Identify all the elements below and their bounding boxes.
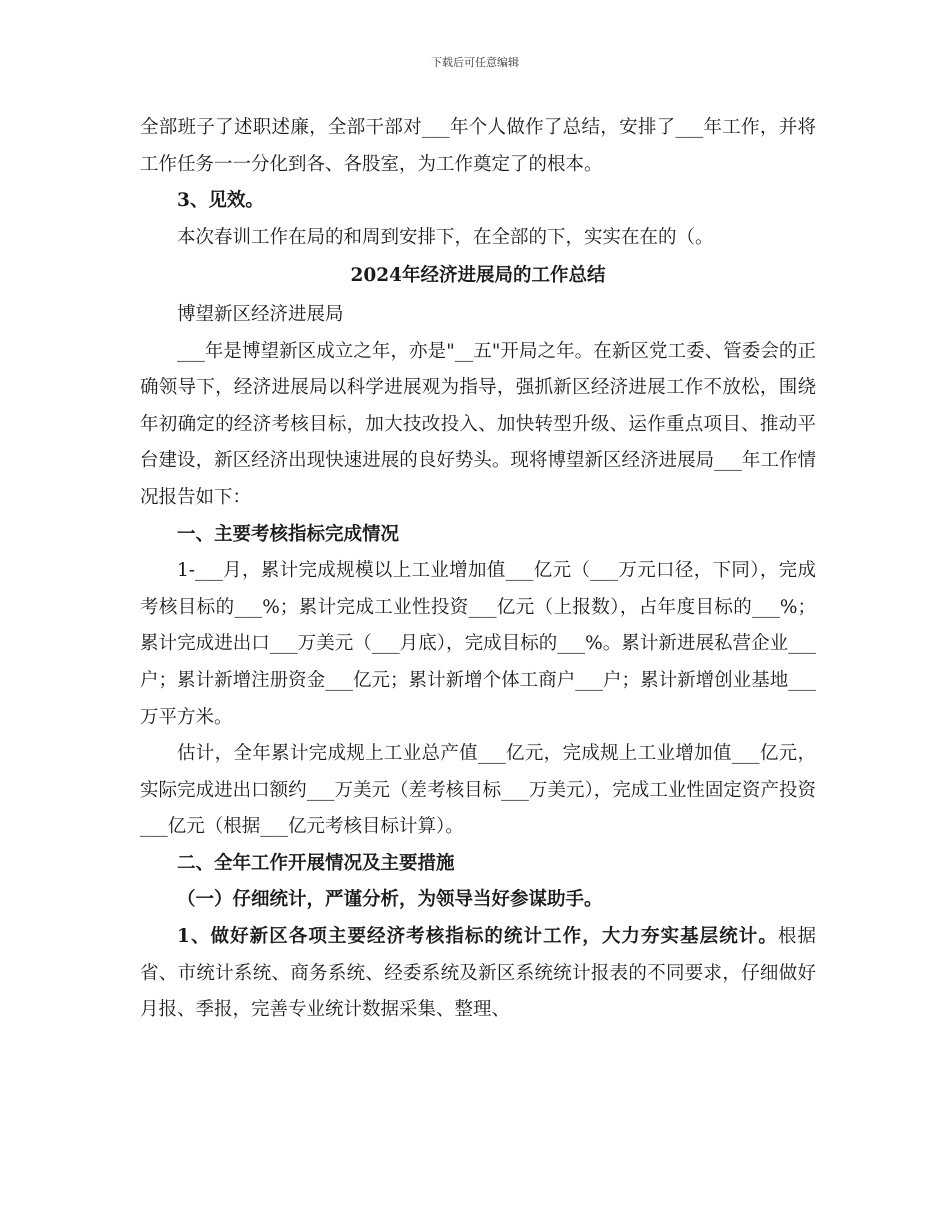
document-title: 2024年经济进展局的工作总结 — [350, 265, 606, 287]
heading-subsection-1: （一）仔细统计，严谨分析，为领导当好参谋助手。 — [177, 889, 603, 911]
paragraph-statistics-lead: 1、做好新区各项主要经济考核指标的统计工作，大力夯实基层统计。 — [177, 926, 778, 948]
paragraph-work-summary: 全部班子了述职述廉，全部干部对___年个人做作了总结，安排了___年工作，并将工作任务一一分化到各、各股室，为工作奠定了的根本。 — [140, 117, 816, 175]
page-header: 下载后可任意编辑 — [431, 56, 519, 69]
paragraph-statistics-body: 根据省、市统计系统、商务系统、经委系统及新区系统统计报表的不同要求，仔细做好月报、季报，完善专业统计数据采集、整理、 — [140, 926, 816, 1021]
heading-section-2: 二、全年工作开展情况及主要措施 — [177, 852, 455, 874]
paragraph-estimate: 估计，全年累计完成规上工业总产值___亿元，完成规上工业增加值___亿元，实际完成进出口额约___万美元（差考核目标___万美元），完成工业性固定资产投资___亿元（根据___亿元考核目标计算）。 — [140, 743, 816, 838]
organization-name: 博望新区经济进展局 — [177, 303, 344, 325]
paragraph-spring-training: 本次春训工作在局的和周到安排下，在全部的下，实实在在的（。 — [177, 226, 714, 248]
paragraph-intro: ___年是博望新区成立之年，亦是"__五"开局之年。在新区党工委、管委会的正确领导下，经济进展局以科学进展观为指导，强抓新区经济进展工作不放松，围绕年初确定的经济考核目标，加大技改投入、加快转型升级、运作重点项目、推动平台建设，新区经济出现快速进展的良好势头。现将博望新区经济进展局___年工作情况报告如下： — [140, 340, 816, 508]
heading-section-1: 一、主要考核指标完成情况 — [177, 523, 400, 545]
paragraph-indicators: 1-___月，累计完成规模以上工业增加值___亿元（___万元口径，下同），完成考核目标的___%；累计完成工业性投资___亿元（上报数），占年度目标的___%；累计完成进出口___万美元（___月底），完成目标的___%。累计新进展私营企业___户；累计新增注册资金___亿元；累计新增个体工商户___户；累计新增创业基地___万平方米。 — [140, 560, 816, 728]
heading-effect: 3、见效。 — [177, 190, 264, 212]
document-body — [140, 110, 816, 1029]
paragraph-statistics — [140, 919, 816, 1029]
